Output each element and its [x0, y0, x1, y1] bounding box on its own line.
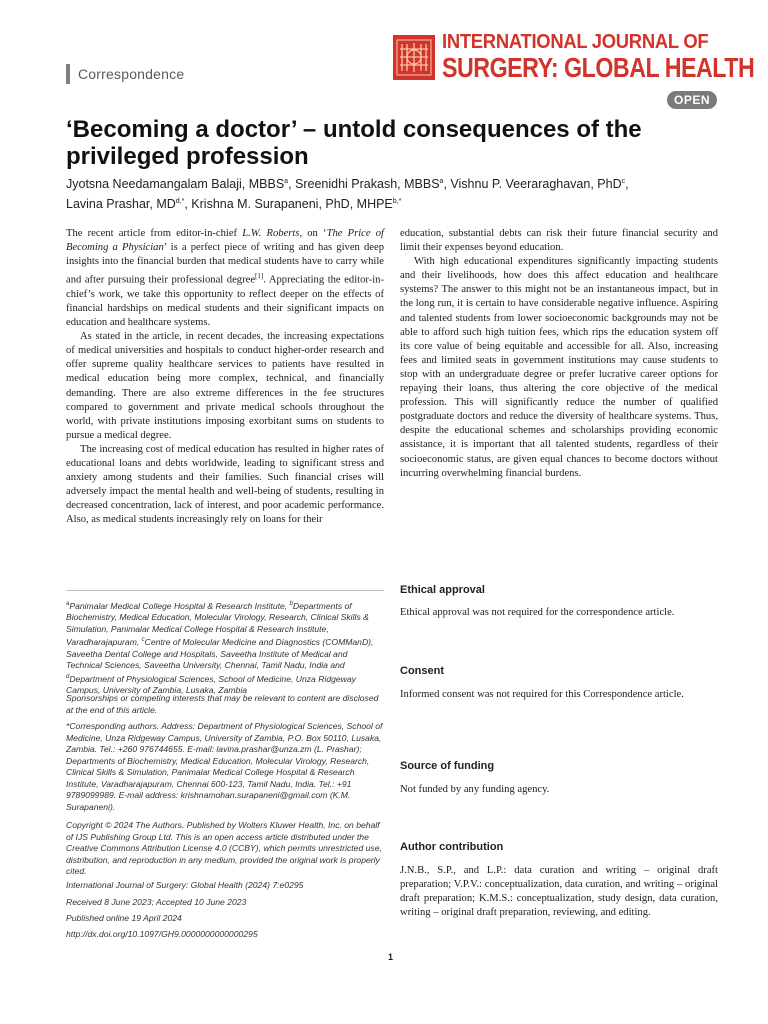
- doi-link[interactable]: http://dx.doi.org/10.1097/GH9.0000000000000295: [66, 929, 258, 939]
- corresponding-author-footnote: *Corresponding authors. Address: Department of Physiological Sciences, School of Medicine, Unza Ridgeway Campus, University of Zambia, P.O. Box 50110, Lusaka, Zambia. Tel.: +260 976744655. E-mail: lavina.prashar@unza.zm (L. Prashar); Departments of Biochemistry, Medical Education, Molecular Virology, Research, Clinical Skills & Simulation, Panimalar Medical College Hospital & Research Institute, Varadharajapuram, Chennai 600-123, Tamil Nadu, India. Tel.: +91 9789099989. E-mail address: krishnamohan.surapaneni@gmail.com (K.M. Surapaneni).: [66, 721, 383, 812]
- journal-logo-icon: [393, 35, 435, 80]
- affiliation-mark: a: [439, 178, 444, 185]
- body-column-left: [66, 227, 384, 528]
- author-name: Jyotsna Needamangalam Balaji, MBBS: [66, 177, 285, 192]
- body-paragraph: education, substantial debts can risk their future financial security and limit their expenses beyond education.: [400, 228, 718, 254]
- funding-heading: Source of funding: [400, 760, 495, 772]
- affiliation-mark: d,*: [175, 198, 185, 206]
- author-contribution-text: J.N.B., S.P., and L.P.: data curation and writing – original draft preparation; V.P.V.: conceptualization, data curation, and writing – original draft preparation; K.M.S.: conceptualization, study design, data curation, writing – original draft preparation, reviewing, and editing.: [400, 865, 718, 919]
- funding-text: Not funded by any funding agency.: [400, 784, 550, 795]
- footnote-divider: [66, 590, 384, 591]
- author-contribution-heading: Author contribution: [400, 841, 504, 853]
- author-separator: ,: [625, 177, 629, 192]
- article-reference: The Price of Becoming a Physician: [66, 228, 384, 254]
- citation-link[interactable]: [1]: [255, 272, 264, 281]
- journal-name-line1: INTERNATIONAL JOURNAL OF: [442, 31, 709, 53]
- body-paragraph: With high educational expenditures significantly impacting students and their livelihoods, how does this affect education and healthcare systems? The answer to this might not be an instantaneous impact, but in the long run, it is certain to have considerable negative influence. Aspiring and talented students from lower socioeconomic backgrounds may not be able to afford such high tuition fees, which rips the education system off its core value of being equitable and accessible for all. Also, increasing fees and limited seats in government institutions may cause students to stop with an undergraduate degree or prefer lucrative career options for repaying their loans, thus altering the core objective of the medical profession. This will significantly reduce the number of qualified postgraduate doctors and reduce the diversity of healthcare systems. Thus, despite the educational schemes and scholarships providing economic assistance, it is important that all talented students, regardless of their socioeconomic status, are given equal chances to become doctors without incurring overwhelming financial burdens.: [400, 256, 718, 479]
- citation-line: International Journal of Surgery: Global Health (2024) 7:e0295: [66, 880, 304, 890]
- author-name: Lavina Prashar, MD: [66, 197, 176, 212]
- author-reference: L.W. Roberts: [242, 228, 300, 239]
- journal-name-line2: SURGERY: GLOBAL HEALTH: [442, 52, 755, 83]
- body-paragraph: As stated in the article, in recent decades, the increasing expectations of medical universities and hospitals to conduct higher-order research and offer supreme quality healthcare services to patients have resulted in medical education being more complex, technical, and financially demanding. There are also extreme differences in the fee structures compared to government and private medical schools throughout the world, with private institutions imposing exorbitant sums on students to pursue a medical degree.: [66, 331, 384, 441]
- page-number: 1: [388, 952, 394, 962]
- consent-heading: Consent: [400, 665, 444, 677]
- body-paragraph: The recent article from editor-in-chief L.W. Roberts, on ‘The Price of Becoming a Physician’ is a perfect piece of writing and has given deep insights into the financial burden that medical students have to carry while and after pursuing their professional degree[1]. Appreciating the editor-in-chief’s work, we take this opportunity to reflect deeper on the effects of financial hardships on medical students and their significant impacts on education and healthcare systems.: [66, 228, 385, 329]
- author-name: , Sreenidhi Prakash, MBBS: [288, 177, 440, 192]
- body-column-right: [400, 227, 718, 481]
- section-label: Correspondence: [66, 64, 184, 84]
- received-accepted-line: Received 8 June 2023; Accepted 10 June 2023: [66, 897, 247, 907]
- body-paragraph: The increasing cost of medical education has resulted in higher rates of educational loans and debts worldwide, leading to significant stress and anxiety among students and their families. Such financial crises will adversely impact the mental health and well-being of students, resulting in decreased concentration, lack of interest, and poor academic performance. Also, as medical students increasingly rely on loans for their: [66, 443, 384, 526]
- affiliation-mark: a: [284, 178, 289, 185]
- affiliation-mark: b,*: [392, 198, 402, 206]
- open-access-badge: OPEN: [667, 91, 717, 109]
- copyright-footnote: Copyright © 2024 The Authors. Published by Wolters Kluwer Health, Inc. on behalf of IJS Publishing Group Ltd. This is an open access article distributed under the Creative Commons Attribution License 4.0 (CCBY), which permits unrestricted use, distribution, and reproduction in any medium, provided the original work is properly cited.: [66, 820, 382, 876]
- published-line: Published online 19 April 2024: [66, 913, 182, 923]
- author-name: , Krishna M. Surapaneni, PhD, MHPE: [184, 197, 393, 212]
- affiliation-mark: c: [621, 178, 626, 185]
- author-name: , Vishnu P. Veeraraghavan, PhD: [443, 177, 622, 192]
- author-list: [66, 173, 726, 213]
- article-title: ‘Becoming a doctor’ – untold consequences of the privileged profession: [66, 116, 642, 170]
- ethical-approval-text: Ethical approval was not required for the correspondence article.: [400, 607, 675, 618]
- affiliations-footnote: $^a$Panimalar Medical College Hospital & Research Institute, $^b$Departments of Biochemistry, Medical Education, Molecular Virology, Research, Clinical Skills & Simulation, Panimalar Medical College Hospital & Research Institute, Varadharajapuram, $^c$Centre of Molecular Medicine and Diagnostics (COMManD), Saveetha Dental College and Hospitals, Saveetha Institute of Medical and Technical Sciences, Saveetha University, Chennai, Tamil Nadu, India and $^d$Department of Physiological Sciences, School of Medicine, Unza Ridgeway Campus, University of Zambia, Lusaka, Zambia: [66, 600, 374, 696]
- ethical-approval-heading: Ethical approval: [400, 584, 485, 596]
- sponsorship-footnote: Sponsorships or competing interests that may be relevant to content are disclosed at the end of this article.: [66, 693, 379, 715]
- consent-text: Informed consent was not required for this Correspondence article.: [400, 689, 684, 700]
